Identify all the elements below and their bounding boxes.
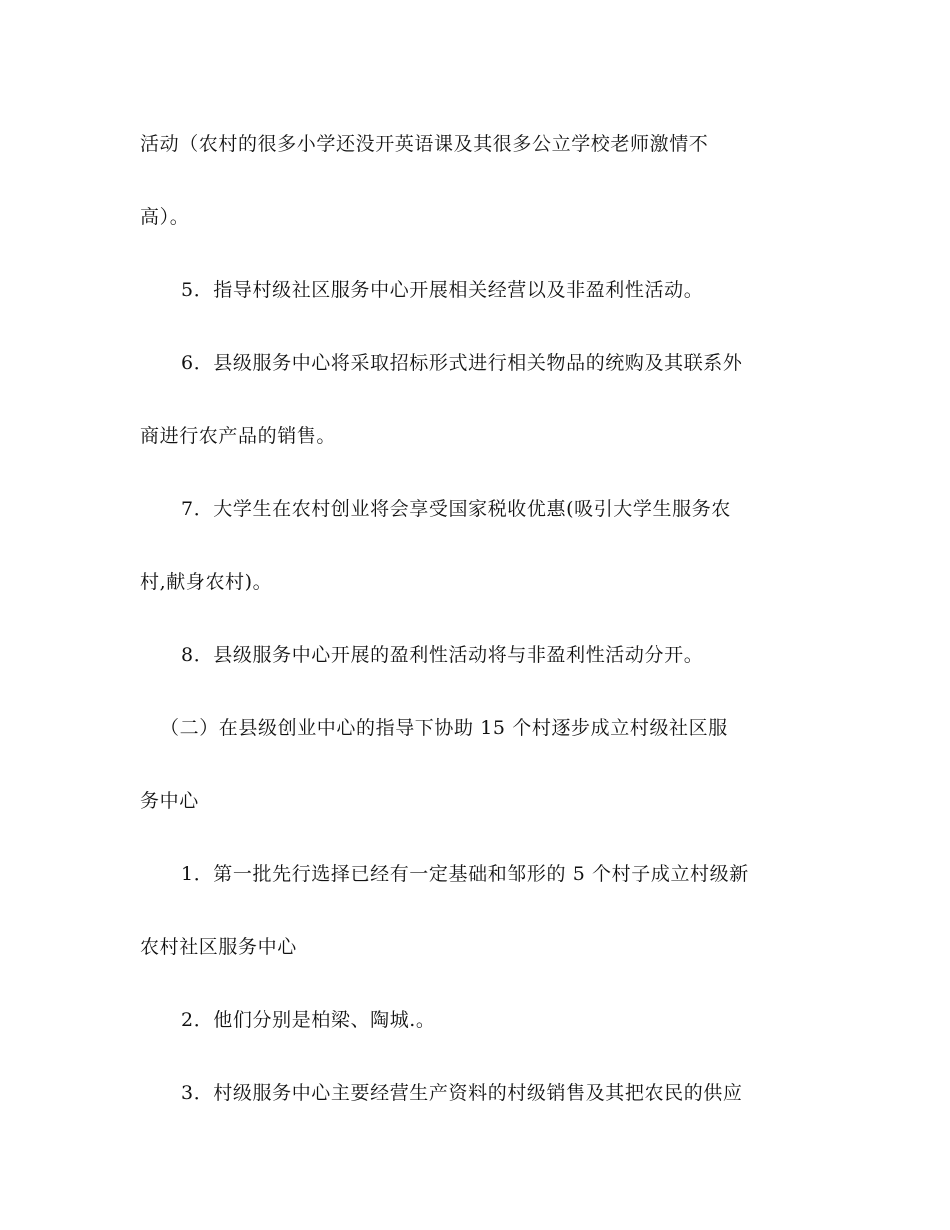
list-item-5: 5．指导村级社区服务中心开展相关经营以及非盈利性活动。 [181, 279, 704, 301]
list-item-1-continued: 农村社区服务中心 [140, 936, 297, 958]
list-item-7-continued: 村,献身农村)。 [140, 571, 273, 593]
paragraph-line-2: 高）。 [140, 206, 190, 228]
list-item-6: 6．县级服务中心将采取招标形式进行相关物品的统购及其联系外 [181, 352, 743, 374]
list-item-1: 1．第一批先行选择已经有一定基础和邹形的 5 个村子成立村级新 [181, 863, 749, 885]
list-item-8: 8．县级服务中心开展的盈利性活动将与非盈利性活动分开。 [181, 644, 704, 666]
list-item-2: 2．他们分别是柏梁、陶城.。 [181, 1009, 436, 1031]
section-heading-2-continued: 务中心 [140, 790, 199, 812]
list-item-3: 3．村级服务中心主要经营生产资料的村级销售及其把农民的供应 [181, 1082, 743, 1104]
paragraph-line-1: 活动（农村的很多小学还没开英语课及其很多公立学校老师激情不 [140, 133, 709, 155]
section-heading-2: （二）在县级创业中心的指导下协助 15 个村逐步成立村级社区服 [160, 717, 728, 739]
list-item-7: 7．大学生在农村创业将会享受国家税收优惠(吸引大学生服务农 [181, 498, 731, 520]
list-item-6-continued: 商进行农产品的销售。 [140, 425, 337, 447]
